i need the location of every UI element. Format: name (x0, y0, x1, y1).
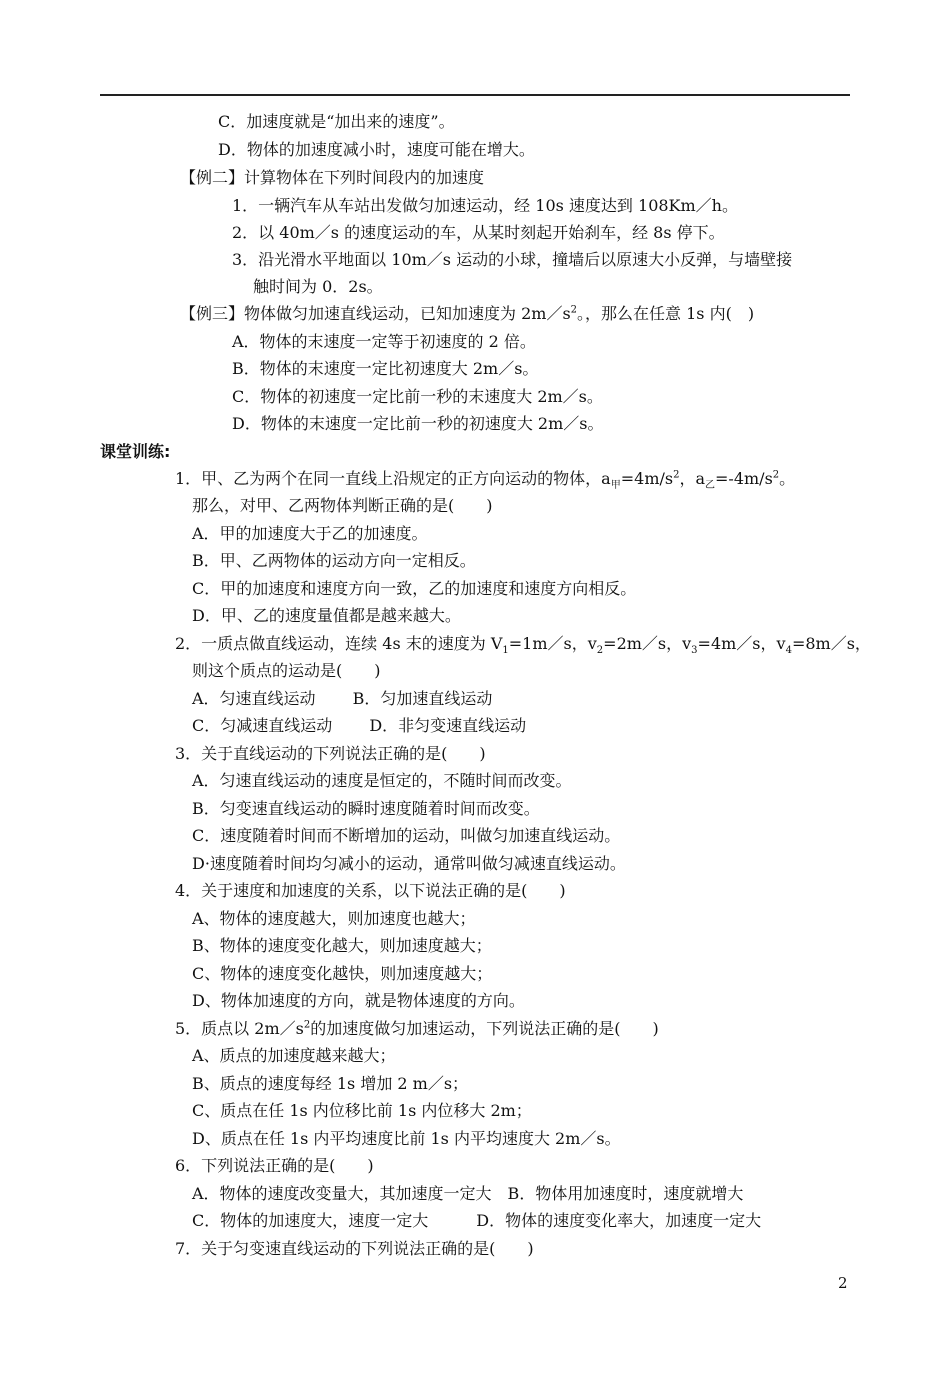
q3-option-a: A．匀速直线运动的速度是恒定的，不随时间而改变。 (192, 771, 572, 790)
example3-option-c: C．物体的初速度一定比前一秒的末速度大 2m／s。 (232, 387, 603, 406)
q1-option-a: A．甲的加速度大于乙的加速度。 (192, 524, 428, 543)
q4-option-a: A、物体的速度越大，则加速度也越大； (192, 909, 476, 928)
q3-option-d: D·速度随着时间均匀减小的运动，通常叫做匀减速直线运动。 (192, 854, 626, 873)
q6-options-cd: C．物体的加速度大，速度一定大 D．物体的速度变化率大，加速度一定大 (192, 1211, 762, 1230)
q4-option-b: B、物体的速度变化越大，则加速度越大； (192, 936, 492, 955)
example2-item2: 2．以 40m／s 的速度运动的车，从某时刻起开始刹车，经 8s 停下。 (232, 223, 725, 242)
q4-option-d: D、物体加速度的方向，就是物体速度的方向。 (192, 991, 525, 1010)
q1-option-d: D．甲、乙的速度量值都是越来越大。 (192, 606, 461, 625)
q6-options-ab: A．物体的速度改变量大，其加速度一定大 B．物体用加速度时，速度就增大 (192, 1184, 744, 1203)
example2-title: 【例二】计算物体在下列时间段内的加速度 (180, 168, 485, 187)
q3-stem: 3．关于直线运动的下列说法正确的是( ) (175, 744, 486, 763)
q7-stem: 7．关于匀变速直线运动的下列说法正确的是( ) (175, 1239, 534, 1258)
q5-option-a: A、质点的加速度越来越大； (192, 1046, 396, 1065)
q5-stem: 5．质点以 $2m/s^2$的加速度做匀加速运动，下列说法正确的是( ) (175, 1019, 659, 1038)
option-d: D．物体的加速度减小时，速度可能在增大。 (218, 140, 535, 159)
q1-option-b: B．甲、乙两物体的运动方向一定相反。 (192, 551, 476, 570)
q1-option-c: C．甲的加速度和速度方向一致，乙的加速度和速度方向相反。 (192, 579, 637, 598)
q6-stem: 6．下列说法正确的是( ) (175, 1156, 374, 1175)
q4-stem: 4．关于速度和加速度的关系，以下说法正确的是( ) (175, 881, 566, 900)
q2-options-cd: C．匀减速直线运动 D．非匀变速直线运动 (192, 716, 527, 735)
q2-stem-line2: 则这个质点的运动是( ) (192, 661, 381, 680)
header-rule (100, 94, 850, 96)
q4-option-c: C、物体的速度变化越快，则加速度越大； (192, 964, 493, 983)
section-title: 课堂训练: (100, 442, 171, 461)
example2-item1: 1．一辆汽车从车站出发做匀加速运动，经 10s 速度达到 108Km／h。 (232, 196, 738, 215)
page-number: 2 (838, 1274, 848, 1292)
option-c: C．加速度就是“加出来的速度”。 (218, 112, 455, 131)
q2-options-ab: A．匀速直线运动 B．匀加速直线运动 (192, 689, 493, 708)
example3-option-a: A．物体的末速度一定等于初速度的 2 倍。 (232, 332, 536, 351)
q1-stem: 1．甲、乙为两个在同一直线上沿规定的正方向运动的物体，$a_甲=4m/s^2$，$a_乙=-4m/s^2$。 (175, 469, 796, 492)
q5-option-d: D、质点在任 1s 内平均速度比前 1s 内平均速度大 2m／s。 (192, 1129, 621, 1148)
q1-stem-line2: 那么，对甲、乙两物体判断正确的是( ) (192, 496, 493, 515)
example3-option-b: B．物体的末速度一定比初速度大 2m／s。 (232, 359, 539, 378)
q2-stem: 2．一质点做直线运动，连续 4s 末的速度为 $V_1=1m/s$，$v_2=2m/s$，$v_3=4m/s$，$v_4=8m/s$， (175, 634, 871, 657)
example3-stem: 【例三】物体做匀加速直线运动，已知加速度为 $2m/s^2$。，那么在任意 1s 内( ) (180, 304, 755, 323)
example3-option-d: D．物体的末速度一定比前一秒的初速度大 2m／s。 (232, 414, 604, 433)
q3-option-b: B．匀变速直线运动的瞬时速度随着时间而改变。 (192, 799, 540, 818)
example2-item3-line1: 3．沿光滑水平地面以 10m／s 运动的小球，撞墙后以原速大小反弹，与墙壁接 (232, 250, 793, 269)
q3-option-c: C．速度随着时间而不断增加的运动，叫做匀加速直线运动。 (192, 826, 621, 845)
q5-option-c: C、质点在任 1s 内位移比前 1s 内位移大 2m； (192, 1101, 532, 1120)
q5-option-b: B、质点的速度每经 1s 增加 2 m／s； (192, 1074, 469, 1093)
example2-item3-line2: 触时间为 0．2s。 (253, 277, 383, 296)
